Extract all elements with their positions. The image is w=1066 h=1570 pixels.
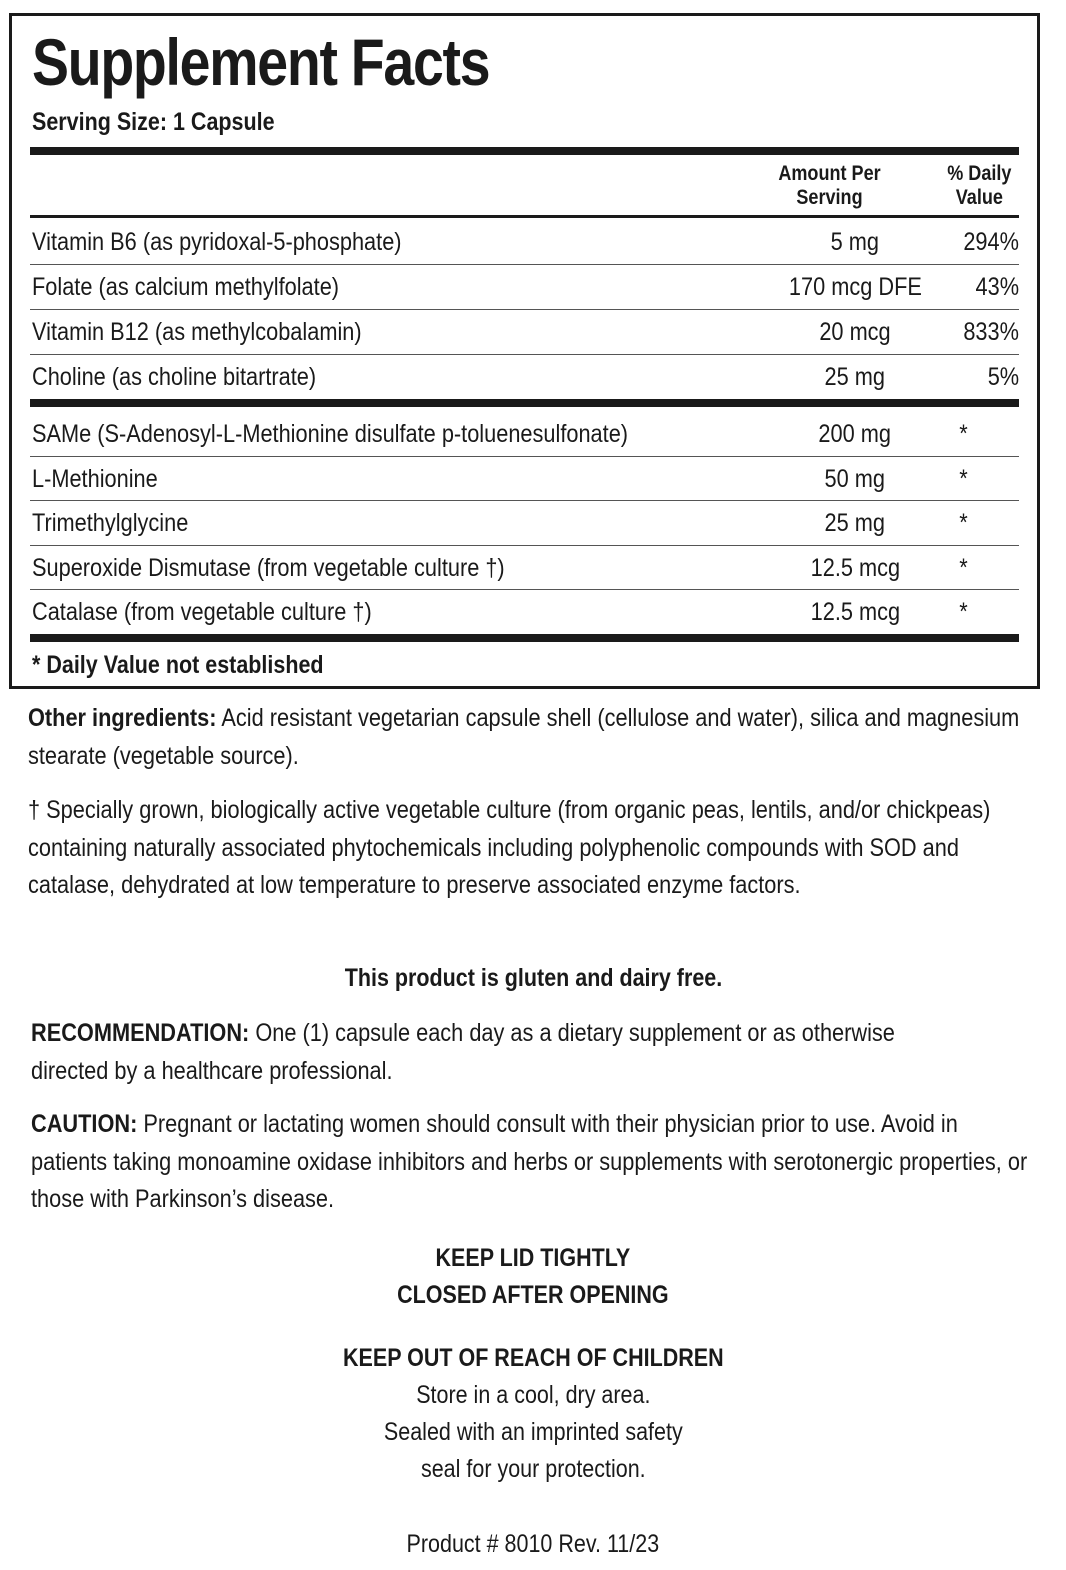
daily-value-text: 5% [987,363,1019,391]
store-line2: Sealed with an imprinted safety [383,1418,683,1446]
recommendation-text: One (1) capsule each day as a dietary supplement or as otherwise directed by a healthcare professional. [31,1019,895,1085]
amount-value: 200 mg [818,420,892,448]
keep-lid-line2: CLOSED AFTER OPENING [397,1281,669,1309]
column-header-dv-line1: % Daily [946,162,1012,185]
daily-value-text: * [959,464,968,493]
daily-value-text: * [959,598,968,627]
amount-per-serving [770,272,940,302]
facts-row [30,264,1019,308]
daily-value-text: 294% [963,228,1019,256]
facts-row [30,354,1019,398]
daily-value [913,464,1013,494]
supplement-facts-panel [9,13,1040,689]
daily-value [919,227,1019,257]
store-line1: Store in a cool, dry area. [415,1381,651,1409]
ingredient-name: SAMe (S-Adenosyl-L-Methionine disulfate p-toluenesulfonate) [32,420,629,448]
divider-thick-mid [30,399,1019,407]
amount-per-serving [770,317,940,347]
caution-text: Pregnant or lactating women should consult with their physician prior to use. Avoid in patients taking monoamine oxidase inhibitors and herbs or supplements with serotonergic properties, or those with Parkinson’s disease. [31,1110,1028,1213]
facts-row [30,309,1019,353]
facts-row [30,500,1019,544]
facts-row [30,589,1019,633]
amount-value: 170 mcg DFE [788,273,922,301]
other-ingredients [28,700,1038,775]
column-header-amount-line2: Serving [796,186,863,209]
column-header-amount [757,162,902,210]
ingredient-name: Trimethylglycine [32,509,189,538]
culture-note [28,792,1038,905]
gluten-dairy-free [0,960,1066,997]
daily-value-note: * Daily Value not established [32,651,324,679]
amount-value: 25 mg [824,509,886,538]
amount-value: 12.5 mcg [810,598,900,627]
keep-lid-line1: KEEP LID TIGHTLY [435,1244,631,1272]
daily-value-text: * [959,420,968,448]
amount-value: 12.5 mcg [810,553,900,582]
daily-value [919,362,1019,392]
column-header-amount-line1: Amount Per [778,162,881,185]
ingredient-name: L-Methionine [32,464,158,493]
store-line3: seal for your protection. [420,1455,646,1483]
ingredient-name: Choline (as choline bitartrate) [32,363,317,391]
divider-thick-top [30,147,1019,155]
daily-value [913,508,1013,538]
amount-value: 50 mg [824,464,886,493]
divider-thick-bottom [30,634,1019,642]
column-header-dv-line2: Value [955,186,1003,209]
product-number [0,1526,1066,1563]
recommendation [31,1015,1041,1090]
ingredient-name: Folate (as calcium methylfolate) [32,273,340,301]
other-ingredients-text: Acid resistant vegetarian capsule shell (cellulose and water), silica and magnesium stearate (vegetable source). [28,704,1020,770]
gluten-dairy-free-text: This product is gluten and dairy free. [344,964,722,992]
amount-per-serving [770,362,940,392]
amount-per-serving [770,227,940,257]
amount-value: 5 mg [830,228,880,256]
ingredient-name: Vitamin B12 (as methylcobalamin) [32,318,362,346]
other-ingredients-label: Other ingredients: [28,704,217,732]
facts-row [30,219,1019,263]
keep-out-of-reach: KEEP OUT OF REACH OF CHILDREN [342,1344,724,1372]
ingredient-name: Superoxide Dismutase (from vegetable culture †) [32,553,505,582]
daily-value [913,597,1013,627]
divider-header [30,215,1019,218]
column-header-daily-value [924,162,1034,210]
keep-lid-notice [0,1240,1066,1314]
ingredient-name: Vitamin B6 (as pyridoxal-5-phosphate) [32,228,402,256]
caution [31,1106,1041,1219]
ingredient-name: Catalase (from vegetable culture †) [32,598,372,627]
daily-value-text: * [959,553,968,582]
daily-value [913,553,1013,583]
daily-value-text: * [959,509,968,538]
daily-value [913,419,1013,449]
culture-note-text: † Specially grown, biologically active vegetable culture (from organic peas, lentils, and/or chickpeas) containing naturally associated phytochemicals including polyphenolic compounds with SOD and catalase, dehydrated at low temperature to preserve associated enzyme factors. [28,796,991,899]
facts-row [30,456,1019,500]
panel-title: Supplement Facts [32,25,490,99]
daily-value [919,272,1019,302]
amount-value: 25 mg [824,363,886,391]
serving-size: Serving Size: 1 Capsule [32,108,275,136]
daily-value-text: 833% [963,318,1019,346]
storage-notice [0,1340,1066,1488]
daily-value [919,317,1019,347]
amount-value: 20 mcg [819,318,891,346]
caution-label: CAUTION: [31,1110,138,1138]
product-number-text: Product # 8010 Rev. 11/23 [406,1530,660,1558]
facts-row [30,411,1019,455]
recommendation-label: RECOMMENDATION: [31,1019,250,1047]
facts-row [30,545,1019,589]
daily-value-text: 43% [975,273,1019,301]
